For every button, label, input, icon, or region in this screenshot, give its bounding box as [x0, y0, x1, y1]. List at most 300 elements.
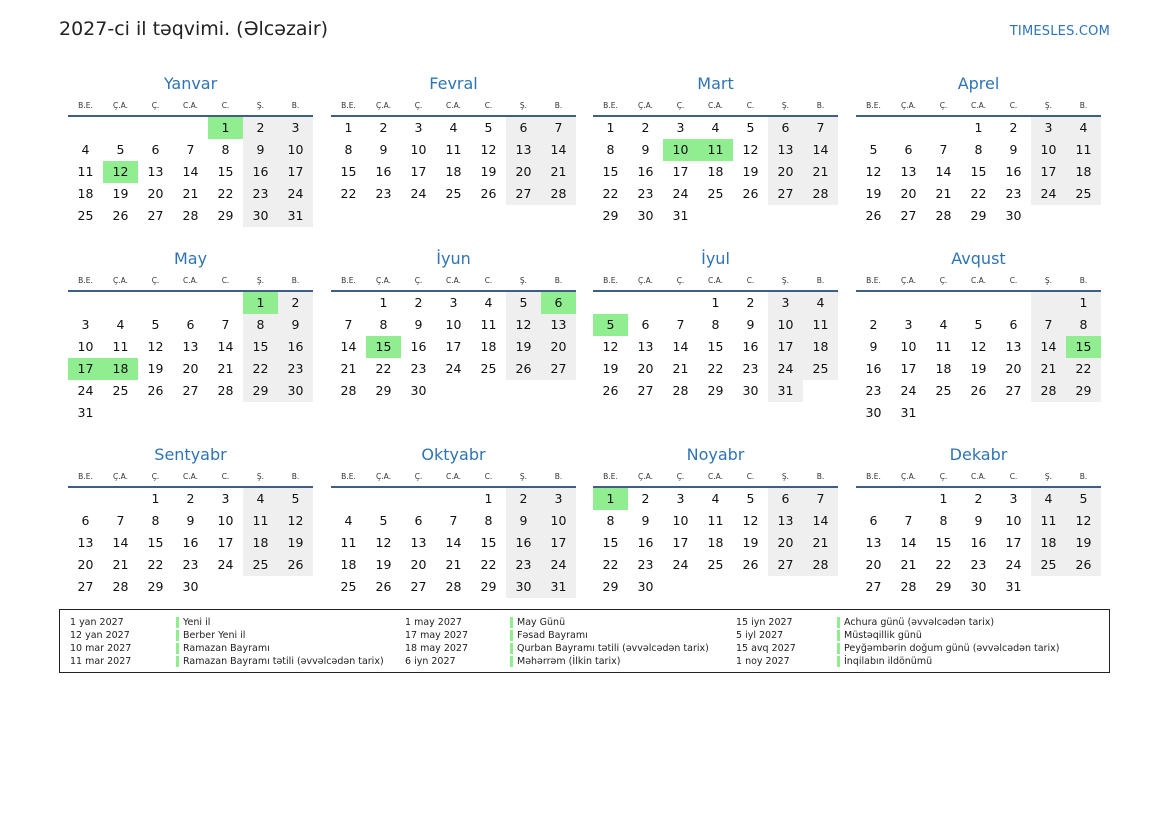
month-sentyabr — [68, 444, 313, 598]
day-cell: 30 — [278, 380, 313, 402]
weekday-label: C. — [221, 101, 230, 110]
day-cell: 4 — [803, 292, 838, 314]
day-cell: 24 — [217, 557, 234, 572]
empty-cell — [138, 117, 173, 139]
day-cell: 29 — [480, 579, 497, 594]
day-cell: 8 — [606, 513, 615, 528]
weekday-label: B. — [816, 276, 825, 285]
weekday-label: C.A. — [970, 276, 986, 285]
holiday-marker — [176, 643, 179, 654]
empty-cell — [733, 205, 768, 227]
day-cell: 16 — [865, 361, 882, 376]
day-cell: 8 — [974, 142, 983, 157]
day-cell: 17 — [672, 164, 689, 179]
holiday-date: 1 noy 2027 — [736, 656, 790, 667]
day-cell: 8 — [606, 142, 615, 157]
day-cell: 14 — [803, 510, 838, 532]
day-cell: 19 — [480, 164, 497, 179]
day-cell: 6 — [186, 317, 195, 332]
weekday-label: Ş. — [256, 276, 265, 285]
day-cell: 21 — [182, 186, 199, 201]
empty-cell — [471, 380, 506, 402]
day-cell: 9 — [641, 513, 650, 528]
empty-cell — [1066, 576, 1101, 598]
empty-cell — [628, 292, 663, 314]
day-cell: 28 — [182, 208, 199, 223]
day-cell: 14 — [217, 339, 234, 354]
day-cell: 30 — [506, 576, 541, 598]
holiday-date: 10 mar 2027 — [70, 643, 132, 654]
holiday-name: Yeni il — [183, 617, 211, 628]
day-cell: 3 — [278, 117, 313, 139]
day-cell: 26 — [147, 383, 164, 398]
day-cell: 1 — [974, 120, 983, 135]
day-cell: 12 — [865, 164, 882, 179]
day-cell: 17 — [445, 339, 462, 354]
day-cell: 4 — [711, 120, 720, 135]
day-cell: 3 — [221, 491, 230, 506]
day-cell: 18 — [77, 186, 94, 201]
holiday-name: Achura günü (əvvəlcədən tarix) — [844, 617, 995, 628]
day-cell: 2 — [414, 295, 423, 310]
day-cell: 4 — [1031, 488, 1066, 510]
day-cell: 13 — [768, 510, 803, 532]
day-cell: 4 — [116, 317, 125, 332]
weekday-header — [68, 270, 313, 290]
empty-cell — [506, 380, 541, 402]
day-cell: 10 — [672, 513, 689, 528]
month-name: Yanvar — [163, 74, 218, 93]
day-grid — [68, 292, 313, 424]
holiday-date: 18 may 2027 — [405, 643, 469, 654]
page-title: 2027-ci il təqvimi. (Əlcəzair) — [59, 18, 329, 40]
legend-item — [405, 642, 735, 655]
day-cell: 6 — [768, 488, 803, 510]
day-cell: 31 — [278, 205, 313, 227]
day-cell: 16 — [506, 532, 541, 554]
day-cell: 11 — [77, 164, 94, 179]
day-cell: 27 — [768, 554, 803, 576]
day-cell: 14 — [340, 339, 357, 354]
day-cell: 2 — [869, 317, 878, 332]
day-cell: 5 — [151, 317, 160, 332]
day-cell: 13 — [77, 535, 94, 550]
day-cell: 27 — [506, 183, 541, 205]
weekday-label: Ç.A. — [900, 472, 916, 481]
day-cell: 12 — [506, 314, 541, 336]
empty-cell — [926, 117, 961, 139]
day-cell: 18 — [243, 532, 278, 554]
day-cell: 16 — [410, 339, 427, 354]
day-cell: 1 — [151, 491, 160, 506]
day-cell: 26 — [970, 383, 987, 398]
holiday-marker — [176, 617, 179, 628]
day-cell: 22 — [147, 557, 164, 572]
weekday-label: C. — [746, 472, 755, 481]
day-cell: 9 — [746, 317, 755, 332]
month-fevral — [331, 73, 576, 205]
day-cell: 19 — [278, 532, 313, 554]
day-cell: 5 — [379, 513, 388, 528]
holiday-name: Məhərrəm (İlkin tarix) — [517, 656, 621, 667]
day-cell: 31 — [541, 576, 576, 598]
empty-cell — [68, 117, 103, 139]
day-cell: 29 — [375, 383, 392, 398]
day-cell: 11 — [1031, 510, 1066, 532]
weekday-label: Ş. — [1044, 472, 1053, 481]
day-cell: 15 — [970, 164, 987, 179]
day-cell: 12 — [147, 339, 164, 354]
day-cell: 30 — [182, 579, 199, 594]
day-cell: 10 — [900, 339, 917, 354]
holiday-marker — [837, 630, 840, 641]
weekday-label: C.A. — [445, 276, 461, 285]
day-cell: 24 — [900, 383, 917, 398]
empty-cell — [331, 488, 366, 510]
day-cell: 11 — [935, 339, 952, 354]
day-cell: 25 — [112, 383, 129, 398]
day-cell: 4 — [344, 513, 353, 528]
day-cell: 6 — [151, 142, 160, 157]
day-cell: 4 — [449, 120, 458, 135]
day-cell: 3 — [904, 317, 913, 332]
day-cell: 25 — [77, 208, 94, 223]
day-cell: 26 — [1066, 554, 1101, 576]
day-cell: 19 — [970, 361, 987, 376]
weekday-label: B.E. — [78, 101, 93, 110]
weekday-label: B. — [554, 276, 563, 285]
holiday-name: May Günü — [517, 617, 566, 628]
weekday-label: B. — [291, 101, 300, 110]
weekday-label: Ç. — [939, 472, 948, 481]
weekday-label: Ç. — [414, 472, 423, 481]
day-cell: 29 — [1066, 380, 1101, 402]
day-cell: 29 — [602, 208, 619, 223]
empty-cell — [768, 205, 803, 227]
day-grid — [856, 488, 1101, 598]
day-cell: 12 — [602, 339, 619, 354]
day-cell: 12 — [480, 142, 497, 157]
day-cell: 22 — [707, 361, 724, 376]
day-cell: 30 — [865, 405, 882, 420]
weekday-label: Ş. — [1044, 101, 1053, 110]
day-cell: 14 — [672, 339, 689, 354]
month-name: May — [173, 249, 208, 268]
day-cell: 13 — [147, 164, 164, 179]
day-cell: 4 — [243, 488, 278, 510]
empty-cell — [768, 576, 803, 598]
holiday-day-cell: 17 — [68, 358, 103, 380]
day-cell: 7 — [803, 488, 838, 510]
day-cell: 15 — [602, 535, 619, 550]
day-cell: 2 — [506, 488, 541, 510]
empty-cell — [366, 488, 401, 510]
day-cell: 9 — [186, 513, 195, 528]
day-cell: 8 — [711, 317, 720, 332]
day-cell: 11 — [340, 535, 357, 550]
day-cell: 5 — [974, 317, 983, 332]
day-cell: 18 — [445, 164, 462, 179]
day-cell: 17 — [768, 336, 803, 358]
day-cell: 27 — [768, 183, 803, 205]
day-cell: 9 — [506, 510, 541, 532]
weekday-label: Ç. — [151, 101, 160, 110]
weekday-header — [593, 270, 838, 290]
site-link[interactable]: TIMESLES.COM — [1009, 24, 1110, 39]
weekday-label: Ç.A. — [112, 472, 128, 481]
day-cell: 10 — [1031, 139, 1066, 161]
day-cell: 16 — [243, 161, 278, 183]
weekday-header — [856, 270, 1101, 290]
day-cell: 26 — [278, 554, 313, 576]
weekday-label: B.E. — [603, 276, 618, 285]
day-cell: 24 — [672, 557, 689, 572]
legend-item — [70, 629, 400, 642]
weekday-label: C. — [221, 472, 230, 481]
day-grid — [856, 292, 1101, 424]
day-cell: 21 — [340, 361, 357, 376]
day-cell: 11 — [707, 513, 724, 528]
weekday-header — [593, 466, 838, 486]
weekday-label: Ş. — [781, 276, 790, 285]
day-cell: 28 — [803, 554, 838, 576]
day-cell: 1 — [344, 120, 353, 135]
day-cell: 6 — [414, 513, 423, 528]
day-cell: 27 — [147, 208, 164, 223]
day-cell: 19 — [506, 336, 541, 358]
day-cell: 28 — [1031, 380, 1066, 402]
day-cell: 30 — [410, 383, 427, 398]
day-cell: 28 — [445, 579, 462, 594]
day-cell: 10 — [445, 317, 462, 332]
weekday-label: Ş. — [1044, 276, 1053, 285]
holiday-legend — [59, 609, 1110, 673]
weekday-header — [331, 95, 576, 115]
weekday-label: C.A. — [182, 472, 198, 481]
day-cell: 4 — [1066, 117, 1101, 139]
day-cell: 22 — [243, 358, 278, 380]
day-cell: 8 — [1066, 314, 1101, 336]
day-cell: 14 — [182, 164, 199, 179]
empty-cell — [68, 488, 103, 510]
day-cell: 5 — [278, 488, 313, 510]
day-cell: 21 — [112, 557, 129, 572]
day-grid — [68, 117, 313, 227]
day-cell: 15 — [217, 164, 234, 179]
holiday-date: 15 avq 2027 — [736, 643, 796, 654]
month-may — [68, 248, 313, 424]
month-name: Fevral — [429, 74, 478, 93]
day-cell: 7 — [803, 117, 838, 139]
empty-cell — [926, 292, 961, 314]
holiday-day-cell: 1 — [208, 117, 243, 139]
day-cell: 25 — [707, 557, 724, 572]
day-cell: 26 — [602, 383, 619, 398]
weekday-label: C. — [1009, 101, 1018, 110]
weekday-label: B.E. — [78, 472, 93, 481]
day-cell: 7 — [676, 317, 685, 332]
month-dekabr — [856, 444, 1101, 598]
day-cell: 2 — [641, 491, 650, 506]
day-cell: 20 — [768, 532, 803, 554]
day-cell: 20 — [77, 557, 94, 572]
weekday-label: B.E. — [866, 101, 881, 110]
weekday-header — [68, 95, 313, 115]
weekday-label: Ç. — [676, 101, 685, 110]
empty-cell — [803, 380, 838, 402]
holiday-day-cell: 15 — [1066, 336, 1101, 358]
weekday-label: B. — [816, 472, 825, 481]
empty-cell — [103, 488, 138, 510]
day-cell: 6 — [869, 513, 878, 528]
holiday-day-cell: 1 — [593, 488, 628, 510]
weekday-label: C.A. — [707, 101, 723, 110]
weekday-label: C. — [1009, 472, 1018, 481]
day-cell: 27 — [1005, 383, 1022, 398]
day-cell: 2 — [243, 117, 278, 139]
legend-item — [70, 642, 400, 655]
weekday-header — [331, 466, 576, 486]
day-cell: 21 — [803, 532, 838, 554]
day-cell: 11 — [1066, 139, 1101, 161]
holiday-date: 6 iyn 2027 — [405, 656, 456, 667]
day-cell: 23 — [637, 557, 654, 572]
weekday-label: B. — [1079, 101, 1088, 110]
holiday-name: Fəsad Bayramı — [517, 630, 588, 641]
empty-cell — [1031, 292, 1066, 314]
empty-cell — [996, 402, 1031, 424]
weekday-label: C. — [746, 101, 755, 110]
day-cell: 23 — [278, 358, 313, 380]
day-grid — [593, 117, 838, 227]
day-cell: 8 — [484, 513, 493, 528]
day-cell: 25 — [803, 358, 838, 380]
holiday-name: Ramazan Bayramı tətili (əvvəlcədən tarix) — [183, 656, 384, 667]
day-cell: 9 — [379, 142, 388, 157]
day-cell: 17 — [278, 161, 313, 183]
day-cell: 27 — [900, 208, 917, 223]
day-cell: 16 — [278, 336, 313, 358]
day-cell: 18 — [340, 557, 357, 572]
weekday-label: Ş. — [519, 472, 528, 481]
day-cell: 4 — [939, 317, 948, 332]
day-cell: 23 — [637, 186, 654, 201]
holiday-name: Berber Yeni il — [183, 630, 246, 641]
weekday-label: C.A. — [182, 276, 198, 285]
month-name: Oktyabr — [421, 445, 486, 464]
day-cell: 20 — [541, 336, 576, 358]
empty-cell — [856, 488, 891, 510]
day-cell: 24 — [1005, 557, 1022, 572]
day-cell: 8 — [243, 314, 278, 336]
empty-cell — [173, 292, 208, 314]
day-cell: 22 — [602, 557, 619, 572]
day-cell: 21 — [935, 186, 952, 201]
month-noyabr — [593, 444, 838, 598]
holiday-day-cell: 12 — [103, 161, 138, 183]
weekday-header — [68, 466, 313, 486]
weekday-label: B.E. — [603, 101, 618, 110]
empty-cell — [278, 576, 313, 598]
day-cell: 7 — [1031, 314, 1066, 336]
day-cell: 22 — [935, 557, 952, 572]
day-cell: 16 — [1005, 164, 1022, 179]
day-cell: 5 — [484, 120, 493, 135]
holiday-marker — [510, 617, 513, 628]
holiday-day-cell: 6 — [541, 292, 576, 314]
day-cell: 11 — [445, 142, 462, 157]
day-cell: 14 — [803, 139, 838, 161]
day-cell: 15 — [602, 164, 619, 179]
day-cell: 7 — [344, 317, 353, 332]
legend-column — [70, 616, 400, 668]
month-mart — [593, 73, 838, 227]
day-cell: 25 — [707, 186, 724, 201]
holiday-name: Ramazan Bayramı — [183, 643, 270, 654]
month-i̇yun — [331, 248, 576, 402]
day-cell: 23 — [375, 186, 392, 201]
weekday-label: C. — [484, 472, 493, 481]
day-cell: 9 — [243, 139, 278, 161]
weekday-header — [593, 95, 838, 115]
day-grid — [68, 488, 313, 598]
day-cell: 1 — [379, 295, 388, 310]
holiday-name: Qurban Bayramı tətili (əvvəlcədən tarix) — [517, 643, 709, 654]
weekday-label: Ş. — [781, 101, 790, 110]
day-cell: 6 — [81, 513, 90, 528]
day-cell: 9 — [641, 142, 650, 157]
empty-cell — [243, 402, 278, 424]
day-cell: 17 — [672, 535, 689, 550]
day-cell: 8 — [221, 142, 230, 157]
weekday-label: C.A. — [707, 472, 723, 481]
day-cell: 3 — [676, 491, 685, 506]
day-cell: 7 — [449, 513, 458, 528]
day-cell: 24 — [541, 554, 576, 576]
weekday-label: Ş. — [256, 472, 265, 481]
day-cell: 3 — [81, 317, 90, 332]
month-name: Avqust — [951, 249, 1006, 268]
empty-cell — [926, 402, 961, 424]
day-grid — [331, 488, 576, 598]
day-cell: 2 — [278, 292, 313, 314]
day-cell: 6 — [506, 117, 541, 139]
day-cell: 6 — [641, 317, 650, 332]
day-cell: 19 — [865, 186, 882, 201]
weekday-label: Ç.A. — [112, 101, 128, 110]
day-cell: 2 — [974, 491, 983, 506]
day-cell: 29 — [602, 579, 619, 594]
day-cell: 25 — [935, 383, 952, 398]
day-cell: 5 — [746, 120, 755, 135]
day-cell: 13 — [865, 535, 882, 550]
day-cell: 19 — [742, 164, 759, 179]
empty-cell — [733, 576, 768, 598]
day-cell: 31 — [768, 380, 803, 402]
day-cell: 11 — [112, 339, 129, 354]
day-cell: 3 — [541, 488, 576, 510]
empty-cell — [278, 402, 313, 424]
day-cell: 30 — [970, 579, 987, 594]
legend-item — [70, 655, 400, 668]
day-cell: 18 — [935, 361, 952, 376]
day-cell: 1 — [939, 491, 948, 506]
weekday-label: C.A. — [445, 101, 461, 110]
day-cell: 14 — [900, 535, 917, 550]
day-cell: 20 — [637, 361, 654, 376]
day-cell: 30 — [1005, 208, 1022, 223]
month-i̇yul — [593, 248, 838, 402]
